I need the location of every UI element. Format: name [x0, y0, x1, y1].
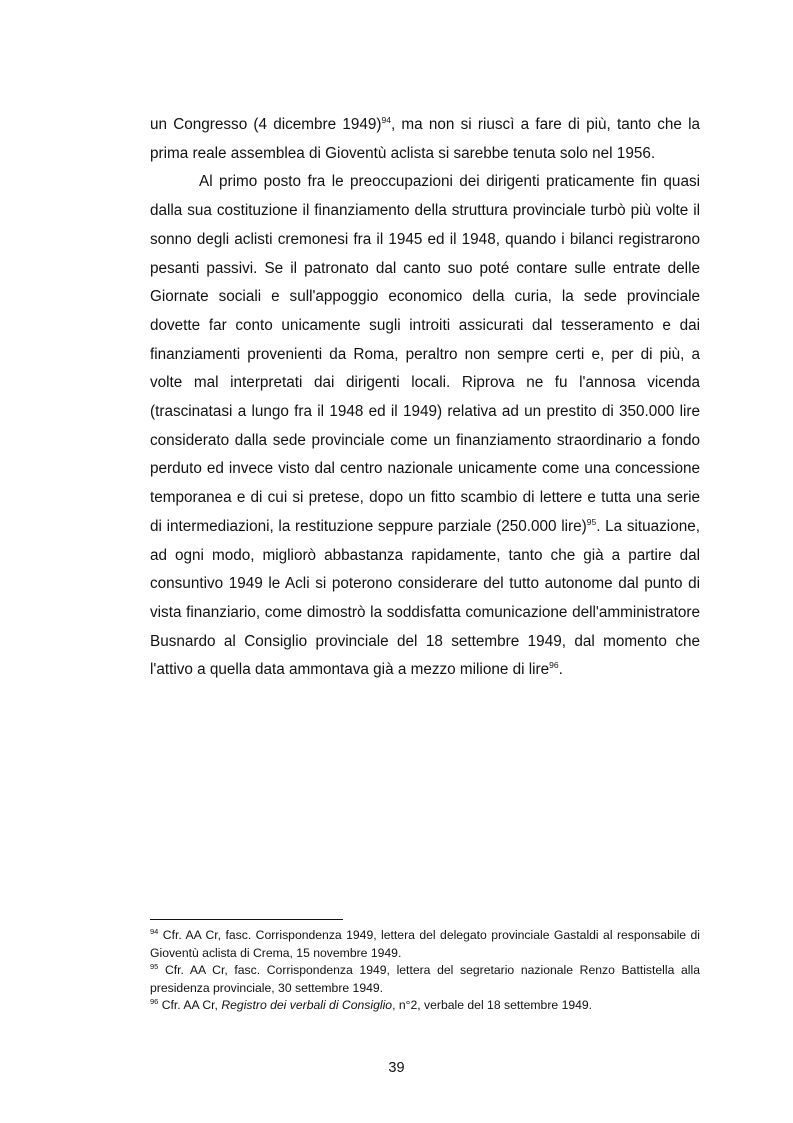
footnote-ref-94[interactable]: 94: [381, 115, 391, 125]
footnotes: [150, 927, 700, 1015]
footnote-text: , n°2, verbale del 18 settembre 1949.: [392, 998, 593, 1012]
paragraph-1: [150, 111, 700, 168]
footnote-ref-96[interactable]: 96: [549, 660, 559, 671]
footnote-number: 96: [150, 997, 159, 1006]
paragraph-1-text-b: , ma non si riuscì a fare di più, tanto che la prima reale assemblea di Gioventù aclista si sarebbe tenuta solo nel 1956.: [150, 116, 700, 162]
footnote-separator: [150, 919, 343, 920]
footnote-text: Cfr. AA Cr, fasc. Corrispondenza 1949, lettera del delegato provinciale Gastaldi al responsabile di Gioventù aclista di Crema, 15 novembre 1949.: [150, 928, 700, 960]
paragraph-2-text-b: . La situazione, ad ogni modo, migliorò abbastanza rapidamente, tanto che già a partire dal consuntivo 1949 le Acli si poterono considerare del tutto autonome dal punto di vista finanziario, come dimostrò la soddisfatta comunicazione dell'amministratore Busnardo al Consiglio provinciale del 18 settembre 1949, dal momento che l'attivo a quella data ammontava già a mezzo milione di lire: [150, 517, 700, 679]
paragraph-2-text-c: .: [558, 661, 563, 679]
footnote-96: [150, 997, 700, 1015]
page-number: 39: [388, 1060, 405, 1076]
footnote-ref-95[interactable]: 95: [586, 516, 597, 527]
footnote-number: 95: [150, 962, 159, 971]
footnote-text: Cfr. AA Cr,: [158, 998, 222, 1012]
footnote-number: 94: [150, 927, 159, 936]
paragraph-1-text-a: un Congresso (4 dicembre 1949): [150, 116, 382, 133]
footnote-text: Cfr. AA Cr, fasc. Corrispondenza 1949, lettera del segretario nazionale Renzo Battistella alla presidenza provinciale, 30 settembre 1949.: [150, 963, 700, 995]
body-text: [150, 111, 700, 685]
paragraph-2-text-a: Al primo posto fra le preoccupazioni dei dirigenti praticamente fin quasi dalla sua costituzione il finanziamento della struttura provinciale turbò più volte il sonno degli aclisti cremonesi fra il 1945 ed il 1948, quando i bilanci registrarono pesanti passivi. Se il patronato dal canto suo poté contare sulle entrate delle Giornate sociali e sull'appoggio economico della curia, la sede provinciale dovette far conto unicamente sugli introiti assicurati dal tesseramento e dai finanziamenti provenienti da Roma, peraltro non sempre certi e, per di più, a volte mal interpretati dai dirigenti locali. Riprova ne fu l'annosa vicenda (trascinatasi a lungo fra il 1948 ed il 1949) relativa ad un prestito di 350.000 lire considerato dalla sede provinciale come un finanziamento straordinario a fondo perduto ed invece visto dal centro nazionale unicamente come una concessione temporanea e di cui si pretese, dopo un fitto scambio di lettere e tutta una serie di intermediazioni, la restituzione seppure parziale (250.000 lire): [150, 173, 700, 535]
footnote-94: [150, 927, 700, 962]
footnote-italic-title: Registro dei verbali di Consiglio: [221, 998, 393, 1012]
footnote-95: [150, 962, 700, 997]
paragraph-2: [150, 168, 700, 685]
